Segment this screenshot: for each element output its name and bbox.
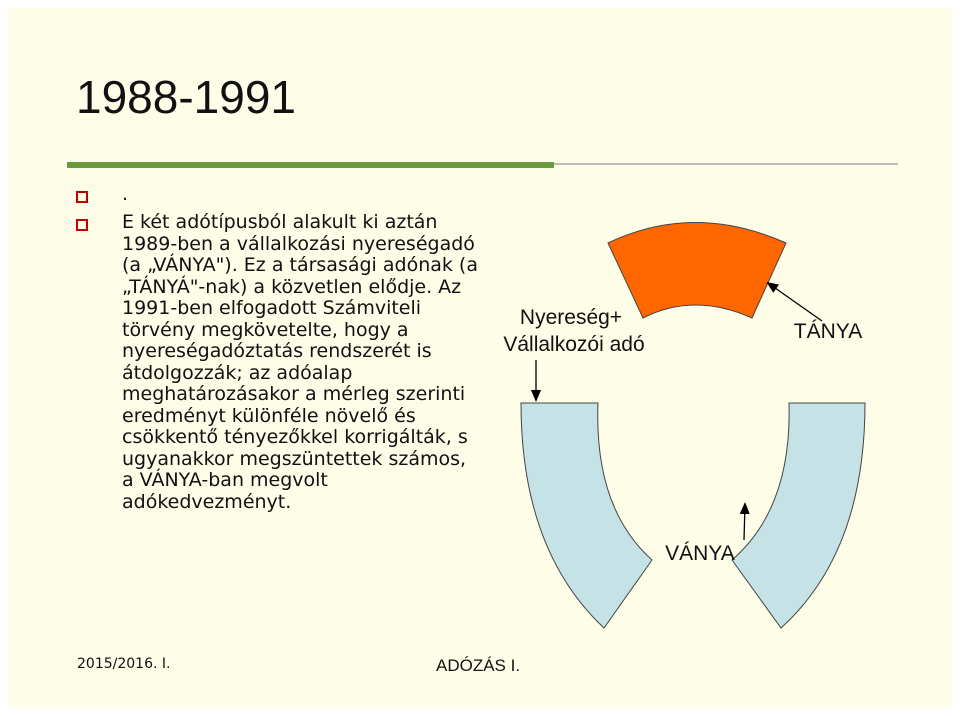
label-tanya: TÁNYA (793, 320, 863, 343)
arrow-to-top-segment (768, 283, 822, 321)
footer-course-title: ADÓZÁS I. (436, 656, 521, 675)
slide-title: 1988-1991 (76, 71, 296, 123)
bullet-text-2: E két adótípusból alakult ki aztán 1989-ben a vállalkozási nyereségadó (a „VÁNYA"). Ez a társasági adónak (a „TÁNYÁ"-nak) a közvetlen elődje. Az 1991-ben elfogadott Számviteli törvény megkövetelte, hogy a nyereségadóztatás rendszerét is átdolgozzák; az adóalap meghatározásakor a mérleg szerinti eredményt különféle növelő és csökkentő tényezőkkel korrigálták, s ugyanakkor megszüntettek számos, a VÁNYA-ban megvolt adókedvezményt. (122, 211, 478, 513)
label-vanya: VÁNYA (665, 542, 735, 565)
left-segment-nyereseg (521, 403, 652, 628)
top-segment-tanya (608, 223, 786, 319)
arrow-to-right-segment (744, 504, 745, 540)
label-vallalkozoi-ado: Vállalkozói adó (503, 333, 645, 356)
right-segment-vanya (732, 403, 865, 628)
footer-semester: 2015/2016. I. (77, 656, 171, 672)
label-nyereseg: Nyereség+ (519, 306, 623, 329)
bullet-text-1: . (122, 183, 129, 205)
